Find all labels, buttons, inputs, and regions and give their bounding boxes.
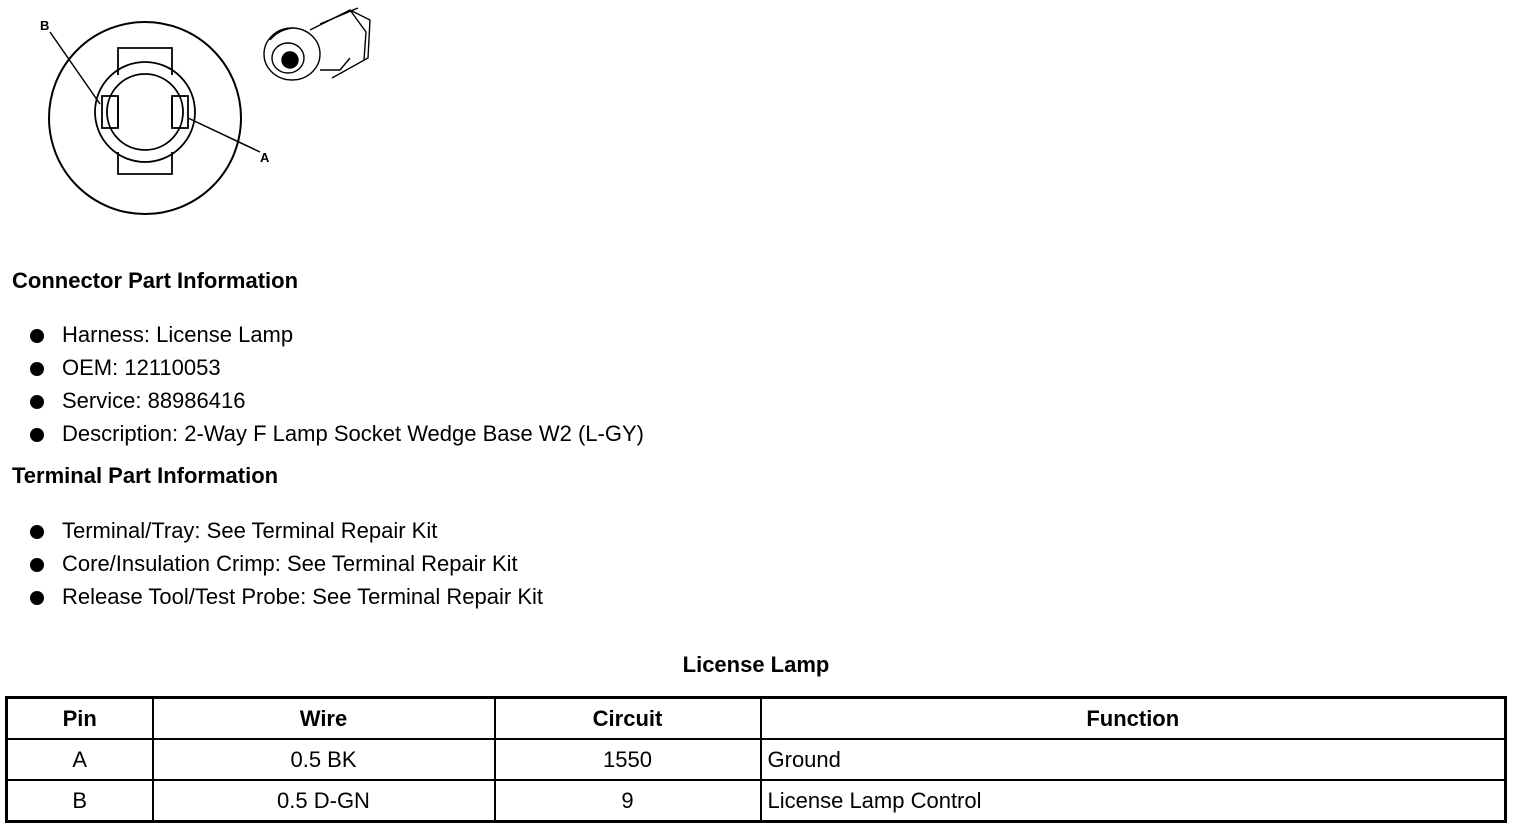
list-item: Service: 88986416	[28, 384, 644, 417]
cell-circuit: 9	[495, 780, 761, 822]
list-item: Harness: License Lamp	[28, 318, 644, 351]
header-pin: Pin	[7, 698, 153, 740]
pinout-table	[5, 696, 1507, 823]
cell-function: License Lamp Control	[761, 780, 1506, 822]
bullet-icon	[30, 395, 44, 409]
table-title: License Lamp	[682, 652, 830, 677]
bullet-icon	[30, 329, 44, 343]
table-row	[7, 739, 1506, 780]
list-item: Description: 2-Way F Lamp Socket Wedge Base W2 (L-GY)	[28, 417, 644, 450]
pin-b-label: B	[40, 18, 50, 33]
bullet-icon	[30, 558, 44, 572]
connector-heading: Connector Part Information	[12, 268, 299, 293]
cell-circuit: 1550	[495, 739, 761, 780]
bullet-icon	[30, 428, 44, 442]
cell-wire: 0.5 D-GN	[153, 780, 495, 822]
connector-list	[28, 318, 644, 450]
header-circuit: Circuit	[495, 698, 761, 740]
cell-function: Ground	[761, 739, 1506, 780]
list-item: Release Tool/Test Probe: See Terminal Repair Kit	[28, 580, 543, 613]
header-function: Function	[761, 698, 1506, 740]
terminal-heading: Terminal Part Information	[12, 463, 279, 488]
list-item: Terminal/Tray: See Terminal Repair Kit	[28, 514, 543, 547]
header-wire: Wire	[153, 698, 495, 740]
bullet-icon	[30, 591, 44, 605]
cell-wire: 0.5 BK	[153, 739, 495, 780]
connector-diagram	[20, 0, 380, 215]
cell-pin: A	[7, 739, 153, 780]
pin-a-label: A	[260, 150, 270, 165]
table-header-row	[7, 698, 1506, 740]
bullet-icon	[30, 362, 44, 376]
list-item: OEM: 12110053	[28, 351, 644, 384]
bullet-icon	[30, 525, 44, 539]
table-row	[7, 780, 1506, 822]
socket-illustration	[264, 8, 370, 80]
terminal-list	[28, 514, 543, 613]
cell-pin: B	[7, 780, 153, 822]
list-item: Core/Insulation Crimp: See Terminal Repair Kit	[28, 547, 543, 580]
